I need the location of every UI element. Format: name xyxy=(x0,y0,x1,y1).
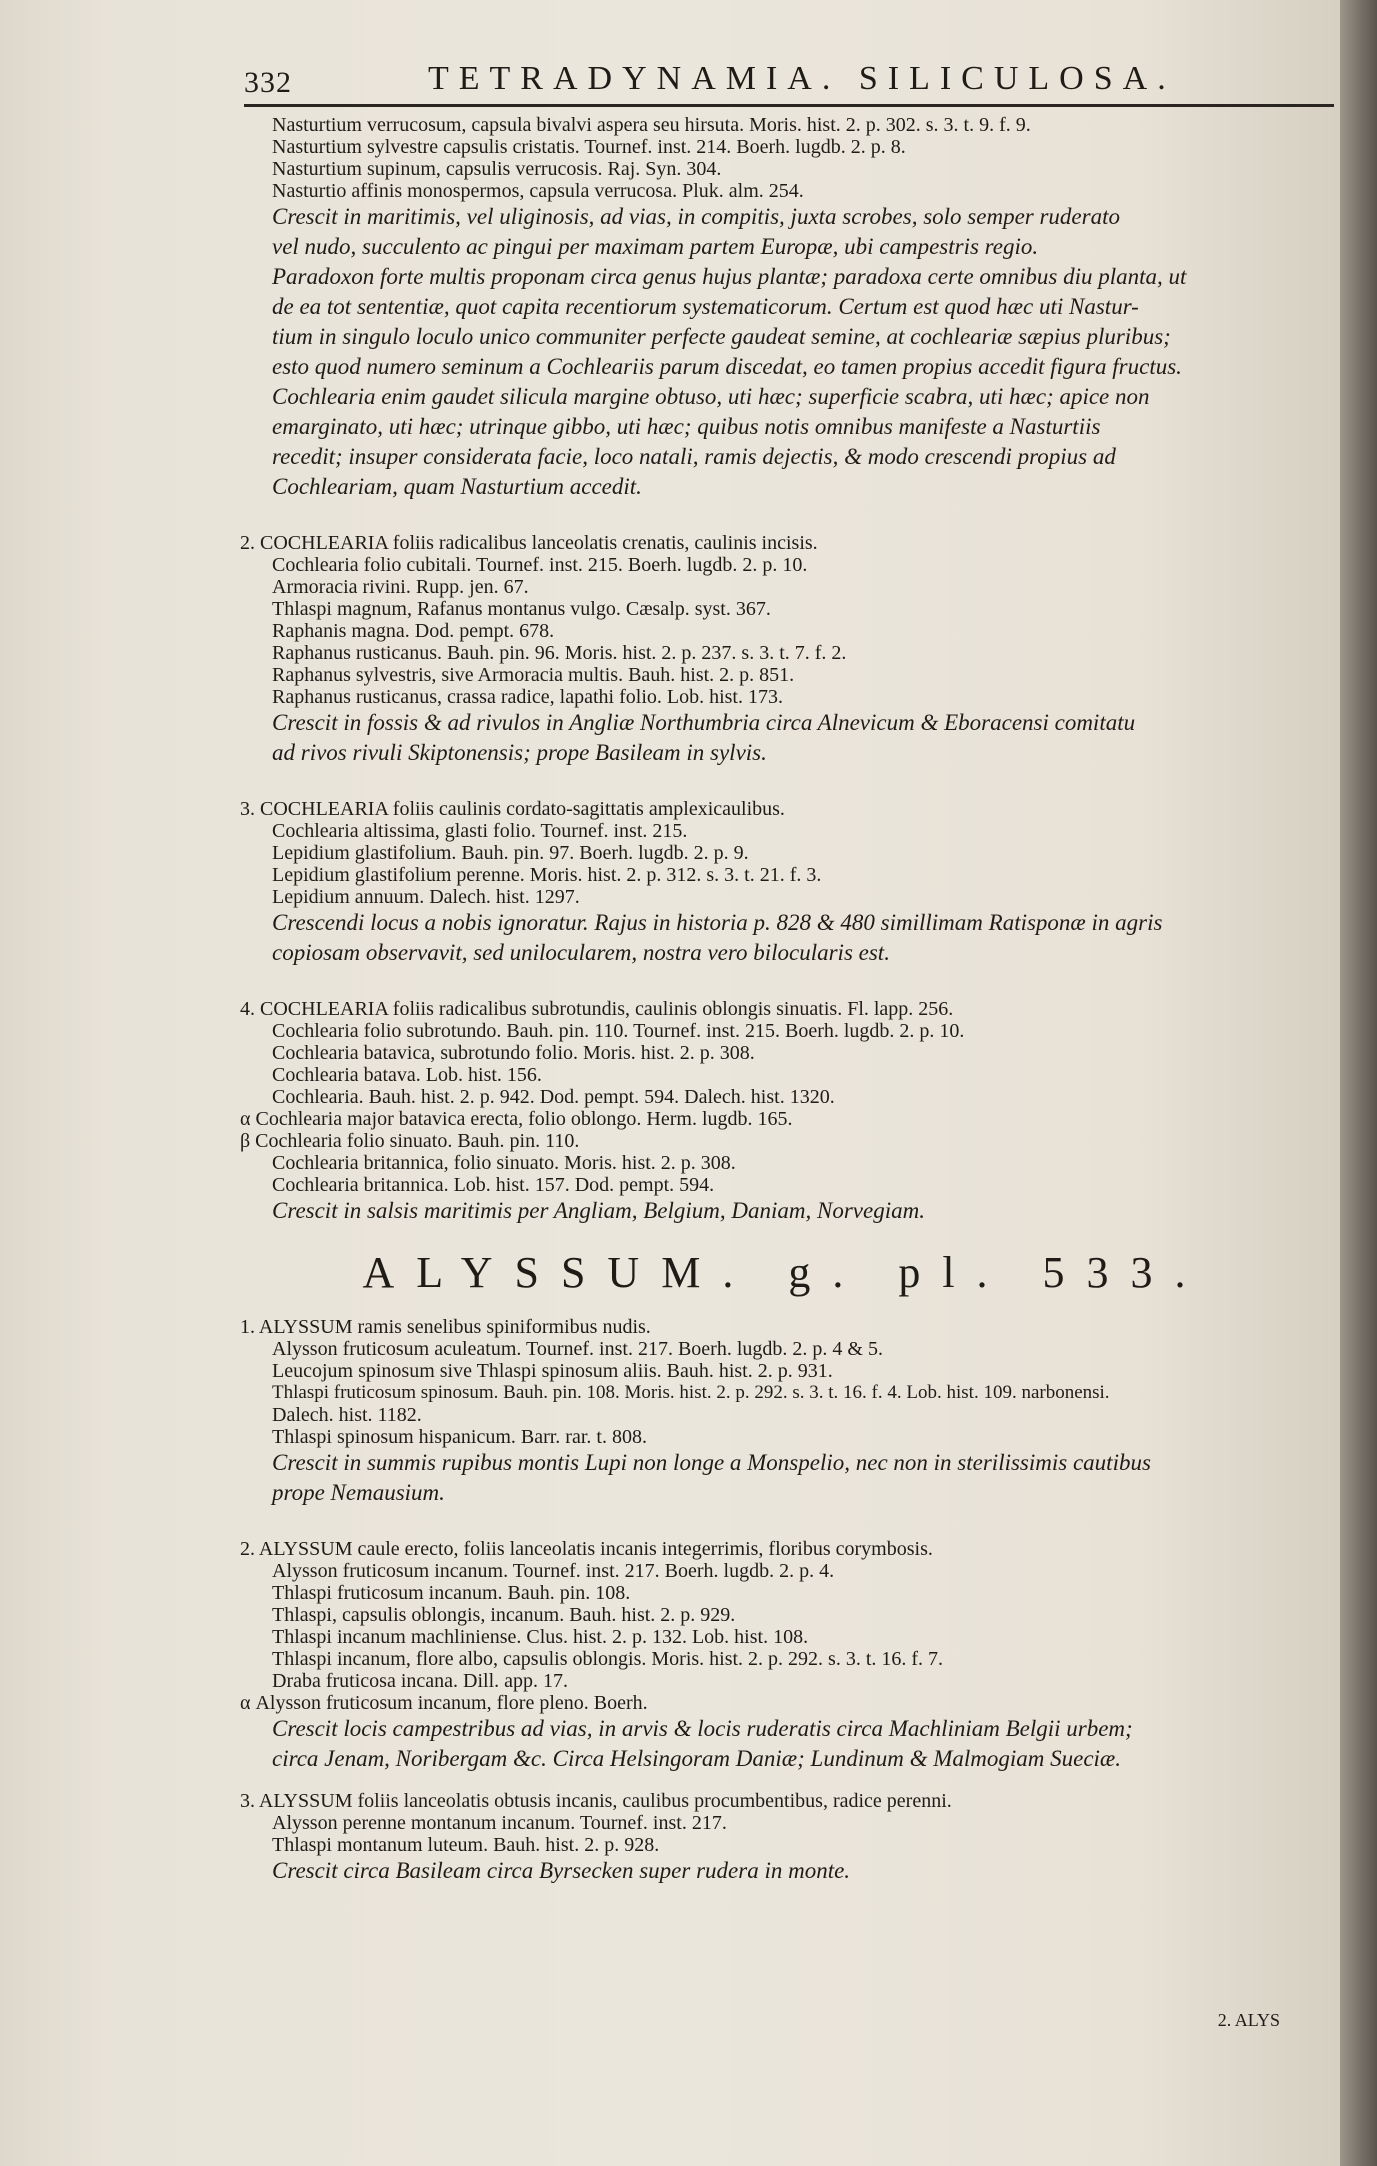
synonym-line: Thlaspi magnum, Rafanus montanus vulgo. Cæsalp. syst. 367. xyxy=(272,598,771,620)
synonym-line: Alysson perenne montanum incanum. Tournef. inst. 217. xyxy=(272,1812,727,1834)
page-number: 332 xyxy=(244,66,292,99)
synonym-line: Alysson fruticosum aculeatum. Tournef. inst. 217. Boerh. lugdb. 2. p. 4 & 5. xyxy=(272,1338,883,1360)
cochlearia-3-section xyxy=(240,798,1330,968)
header-rule xyxy=(244,104,1334,107)
commentary-line: esto quod numero seminum a Cochleariis parum discedat, eo tamen propius accedit figura fructus. xyxy=(272,354,1182,379)
alyssum-1-section xyxy=(240,1316,1330,1508)
synonym-line: Cochlearia batavica, subrotundo folio. Moris. hist. 2. p. 308. xyxy=(272,1042,755,1064)
synonym-line: Draba fruticosa incana. Dill. app. 17. xyxy=(272,1670,569,1692)
synonym-line: Thlaspi fruticosum incanum. Bauh. pin. 108. xyxy=(272,1582,631,1604)
species-heading: 3. COCHLEARIA foliis caulinis cordato-sagittatis amplexicaulibus. xyxy=(240,798,785,820)
commentary-line: Paradoxon forte multis proponam circa genus hujus plantæ; paradoxa certe omnibus diu planta, ut xyxy=(272,264,1187,289)
species-heading: 1. ALYSSUM ramis senelibus spiniformibus nudis. xyxy=(240,1316,651,1338)
synonym-line: Cochlearia britannica, folio sinuato. Moris. hist. 2. p. 308. xyxy=(272,1152,736,1174)
synonym-line: Alysson fruticosum incanum. Tournef. inst. 217. Boerh. lugdb. 2. p. 4. xyxy=(272,1560,835,1582)
cochlearia-2-section xyxy=(240,532,1330,768)
habitat-note: Crescit circa Basileam circa Byrsecken super rudera in monte. xyxy=(272,1858,851,1883)
synonym-line: Cochlearia britannica. Lob. hist. 157. Dod. pempt. 594. xyxy=(272,1174,715,1196)
habitat-note: ad rivos rivuli Skiptonensis; prope Basileam in sylvis. xyxy=(272,740,767,765)
variety-line: α Alysson fruticosum incanum, flore pleno. Boerh. xyxy=(240,1692,648,1714)
synonym-line: Thlaspi incanum, flore albo, capsulis oblongis. Moris. hist. 2. p. 292. s. 3. t. 16. f. 7. xyxy=(272,1648,944,1670)
synonym-line: Lepidium glastifolium perenne. Moris. hist. 2. p. 312. s. 3. t. 21. f. 3. xyxy=(272,864,822,886)
book-gutter xyxy=(1340,0,1377,2166)
synonym-line: Thlaspi incanum machliniense. Clus. hist. 2. p. 132. Lob. hist. 108. xyxy=(272,1626,809,1648)
page-header xyxy=(244,58,1334,102)
commentary-line: recedit; insuper considerata facie, loco natali, ramis dejectis, & modo crescendi propius ad xyxy=(272,444,1116,469)
synonym-line: Nasturtium sylvestre capsulis cristatis. Tournef. inst. 214. Boerh. lugdb. 2. p. 8. xyxy=(272,136,906,158)
synonym-line: Cochlearia batava. Lob. hist. 156. xyxy=(272,1064,542,1086)
commentary-line: Cochlearia enim gaudet silicula margine obtuso, uti hæc; superficie scabra, uti hæc; apice non xyxy=(272,384,1150,409)
page-body xyxy=(240,114,1330,1886)
commentary-line: de ea tot sententiæ, quot capita recentiorum systematicorum. Certum est quod hæc uti Nastur- xyxy=(272,294,1139,319)
synonym-line: Raphanus rusticanus. Bauh. pin. 96. Moris. hist. 2. p. 237. s. 3. t. 7. f. 2. xyxy=(272,642,847,664)
commentary-line: Cochleariam, quam Nasturtium accedit. xyxy=(272,474,642,499)
habitat-note: prope Nemausium. xyxy=(272,1480,445,1505)
catchword: 2. ALYS xyxy=(1217,2010,1280,2030)
synonym-line: Raphanus sylvestris, sive Armoracia multis. Bauh. hist. 2. p. 851. xyxy=(272,664,795,686)
habitat-note: circa Jenam, Noribergam &c. Circa Helsingoram Daniæ; Lundinum & Malmogiam Sueciæ. xyxy=(272,1746,1122,1771)
habitat-note: Crescit in salsis maritimis per Angliam, Belgium, Daniam, Norvegiam. xyxy=(272,1198,925,1223)
species-heading: 2. ALYSSUM caule erecto, foliis lanceolatis incanis integerrimis, floribus corymbosis. xyxy=(240,1538,933,1560)
synonym-line: Raphanis magna. Dod. pempt. 678. xyxy=(272,620,555,642)
species-heading: 2. COCHLEARIA foliis radicalibus lanceolatis crenatis, caulinis incisis. xyxy=(240,532,818,554)
synonym-line: Thlaspi spinosum hispanicum. Barr. rar. t. 808. xyxy=(272,1426,647,1448)
species-heading: 3. ALYSSUM foliis lanceolatis obtusis incanis, caulibus procumbentibus, radice perenni. xyxy=(240,1790,952,1812)
synonym-line: Cochlearia folio cubitali. Tournef. inst. 215. Boerh. lugdb. 2. p. 10. xyxy=(272,554,808,576)
cochlearia-4-section xyxy=(240,998,1330,1226)
habitat-note: Crescendi locus a nobis ignoratur. Rajus in historia p. 828 & 480 simillimam Ratisponæ in agris xyxy=(272,910,1163,935)
commentary-line: tium in singulo loculo unico communiter perfecte gaudeat semine, at cochleariæ sæpius pluribus; xyxy=(272,324,1171,349)
synonym-line: Thlaspi, capsulis oblongis, incanum. Bauh. hist. 2. p. 929. xyxy=(272,1604,736,1626)
synonym-line: Nasturtium verrucosum, capsula bivalvi aspera seu hirsuta. Moris. hist. 2. p. 302. s. 3. t. 9. f. 9. xyxy=(272,114,1031,136)
variety-line: α Cochlearia major batavica erecta, folio oblongo. Herm. lugdb. 165. xyxy=(240,1108,793,1130)
synonym-line: Armoracia rivini. Rupp. jen. 67. xyxy=(272,576,529,598)
habitat-note: Crescit in fossis & ad rivulos in Angliæ Northumbria circa Alnevicum & Eboracensi comitatu xyxy=(272,710,1136,735)
commentary-line: emarginato, uti hæc; utrinque gibbo, uti hæc; quibus notis omnibus manifeste a Nasturtiis xyxy=(272,414,1101,439)
synonym-line: Cochlearia altissima, glasti folio. Tournef. inst. 215. xyxy=(272,820,688,842)
habitat-note: Crescit in maritimis, vel uliginosis, ad vias, in compitis, juxta scrobes, solo semper ruderato xyxy=(272,204,1120,229)
synonym-line: Dalech. hist. 1182. xyxy=(272,1404,422,1426)
nasturtium-section xyxy=(240,114,1330,502)
habitat-note: vel nudo, succulento ac pingui per maximam partem Europæ, ubi campestris regio. xyxy=(272,234,1039,259)
synonym-line: Nasturtium supinum, capsulis verrucosis. Raj. Syn. 304. xyxy=(272,158,722,180)
synonym-line: Leucojum spinosum sive Thlaspi spinosum aliis. Bauh. hist. 2. p. 931. xyxy=(272,1360,833,1382)
alyssum-3-section xyxy=(240,1790,1330,1886)
synonym-line: Cochlearia. Bauh. hist. 2. p. 942. Dod. pempt. 594. Dalech. hist. 1320. xyxy=(272,1086,835,1108)
synonym-line: Thlaspi montanum luteum. Bauh. hist. 2. p. 928. xyxy=(272,1834,660,1856)
synonym-line: Thlaspi fruticosum spinosum. Bauh. pin. 108. Moris. hist. 2. p. 292. s. 3. t. 16. f. 4. Lob. hist. 109. narbonensi. xyxy=(272,1382,1110,1403)
alyssum-2-section xyxy=(240,1538,1330,1774)
habitat-note: copiosam observavit, sed unilocularem, nostra vero bilocularis est. xyxy=(272,940,890,965)
variety-line: β Cochlearia folio sinuato. Bauh. pin. 110. xyxy=(240,1130,580,1152)
synonym-line: Lepidium glastifolium. Bauh. pin. 97. Boerh. lugdb. 2. p. 9. xyxy=(272,842,749,864)
synonym-line: Cochlearia folio subrotundo. Bauh. pin. 110. Tournef. inst. 215. Boerh. lugdb. 2. p. 10. xyxy=(272,1020,965,1042)
synonym-line: Nasturtio affinis monospermos, capsula verrucosa. Pluk. alm. 254. xyxy=(272,180,804,202)
genus-heading: ALYSSUM. g. pl. 533. xyxy=(362,1248,1208,1297)
synonym-line: Raphanus rusticanus, crassa radice, lapathi folio. Lob. hist. 173. xyxy=(272,686,783,708)
habitat-note: Crescit locis campestribus ad vias, in arvis & locis ruderatis circa Machliniam Belgii urbem; xyxy=(272,1716,1133,1741)
species-heading: 4. COCHLEARIA foliis radicalibus subrotundis, caulinis oblongis sinuatis. Fl. lapp. 256. xyxy=(240,998,954,1020)
synonym-line: Lepidium annuum. Dalech. hist. 1297. xyxy=(272,886,580,908)
running-title: TETRADYNAMIA. SILICULOSA. xyxy=(428,60,1176,97)
habitat-note: Crescit in summis rupibus montis Lupi non longe a Monspelio, nec non in sterilissimis cautibus xyxy=(272,1450,1151,1475)
